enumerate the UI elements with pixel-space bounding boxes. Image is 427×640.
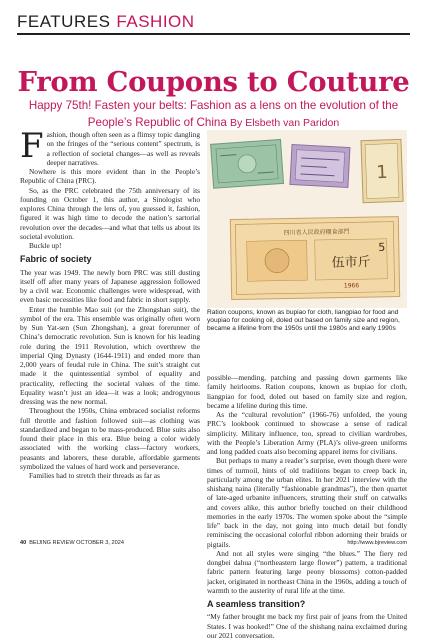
headline: From Coupons to Couture [17,66,410,98]
large-coupon [230,217,399,300]
left-column [20,126,200,480]
paragraph [20,126,200,167]
paragraph: “My father brought me back my first pair of jeans from the United States. I was hooked!” One of the shishang naina exclaimed during our 2021 conversation. [207,612,407,640]
large-coupon-value: 伍市斤 [331,255,371,271]
small-coupon-number: 1 [375,161,389,184]
dropcap: F [20,126,44,166]
coupons-illustration [207,130,407,308]
page-number: 40 [20,540,27,546]
paragraph: Buckle up! [29,241,62,250]
green-coupon [211,139,284,188]
purple-coupon [290,145,350,188]
photo-caption: Ration coupons, known as bupiao for cloth, liangpiao for food and youpiao for cooking oil, doled out based on family size and region, became a lifeline from the 1950s until the 1980s and early 1990s [207,309,400,332]
paragraph: So, as the PRC celebrated the 75th anniversary of its founding on October 1, this author, a Sinologist who explores China through the lens of, you guessed it, fashion, figured it was high time to decode the nation’s sartorial revolution over the decades—and what that tells us about its societal evolution. [20,185,200,241]
paragraph: The year was 1949. The newly born PRC was still dusting itself off after many years of Japanese aggression followed by a civil war. Economic challenges were widespread, with even basic necessities like food and fabric in short supply. [20,267,200,305]
subhead: Fabric of society [20,254,92,265]
deck-text: Happy 75th! Fasten your belts: Fashion as a lens on the evolution of the People’s Republic of China [28,99,399,129]
right-column [207,373,407,640]
paragraph-text: ashion, though often seen as a flimsy topic dangling on the fringes of the “serious content” spectrum, is a reflection of societal changes—as well as reveals deeper narratives. [46,130,200,167]
byline: By Elsbeth van Paridon [230,117,340,129]
paragraph: As the “cultural revolution” (1966-76) unfolded, the young PRC’s lookbook continued to showcase a sense of radical simplicity. Military influence, too, spread to civilian wardrobes, with the People’s Liberation Army (PLA)’s olive-green uniforms and long padded coats also becoming apparel items for civilians. [207,410,407,456]
paragraph: Families had to stretch their threads as far as [29,471,160,480]
footer-url: http://www.bjreview.com [347,540,407,546]
footer-left [20,540,124,546]
paragraph: Enter the humble Mao suit (or the Zhongshan suit), the symbol of the era. This ensemble was originally often worn by Sun Yat-sen (Sun Zhongshan), a great forerunner of China’s democratic revolution. Sun is known for his leading role during the 1911 Revolution, which overthrew the imperial Qing Dynasty (1644-1911) and ended more than 2,000 years of feudal rule in China. The suit’s straight cut made it the quintessential symbol of equality and practicality, reflecting the societal values of the time. Equality wasn’t just an idea—it was a look; androgynous dressing was the new normal. [20,304,200,406]
small-coupon [361,139,403,202]
paragraph: But perhaps to many a reader’s surprise, even though there were times of turmoil, hints of old traditions began to creep back in, particularly among the urban elites. In her 2021 interview with the shishang naina (literally “fashionable grandmas”), the then quartet of late-aged urbanite influencers, strutting their stuff on catwalks and covers alike, this author briefly touched on their childhood memories in the early 1970s. The women spoke about the “simple life” back in the day, not going into much detail but fondly reminiscing the occasional colorful ribbon adorning their braids or pigtails. [207,456,407,549]
deck [16,97,411,132]
paragraph: Throughout the 1950s, China embraced socialist reforms full throttle and fashion followed suit—as clothing was standardized and began to be mass-produced. Blue suits also found their place in this era. Blue being a color widely associated with the working class—factory workers, peasants and laborers, these durable, affordable garments symbolized the values of hard work and perseverance. [20,406,200,471]
publication-info: BEIJING REVIEW OCTOBER 3, 2024 [29,540,124,546]
large-coupon-year: 1966 [343,282,360,290]
section-header [17,11,410,35]
subhead: A seamless transition? [207,599,306,609]
section-sublabel: FASHION [116,12,195,31]
ration-coupons-photo [207,130,407,308]
paragraph: possible—mending, patching and passing down garments like family heirlooms. Ration coupons, known as bupiao for cloth, liangpiao for food, doled out based on family size and region, became a lifeline during this time. [207,373,407,410]
section-label: FEATURES FASHION [17,12,195,31]
large-coupon-header: 四川省人民政府糧食部門 [283,228,350,237]
paragraph: And not all styles were singing “the blues.” The fiery red dongbei dahua (“northeastern large flower”) pattern, a traditional fabric pattern featuring large peony blossoms) cotton-padded jacket, originated in northeast China in the 1960s, adding a touch of warmth to the austerity of rural life at the time. [207,548,407,595]
large-coupon-number: 5 [378,240,386,254]
paragraph: Nowhere is this more evident than in the People’s Republic of China (PRC). [20,167,200,186]
